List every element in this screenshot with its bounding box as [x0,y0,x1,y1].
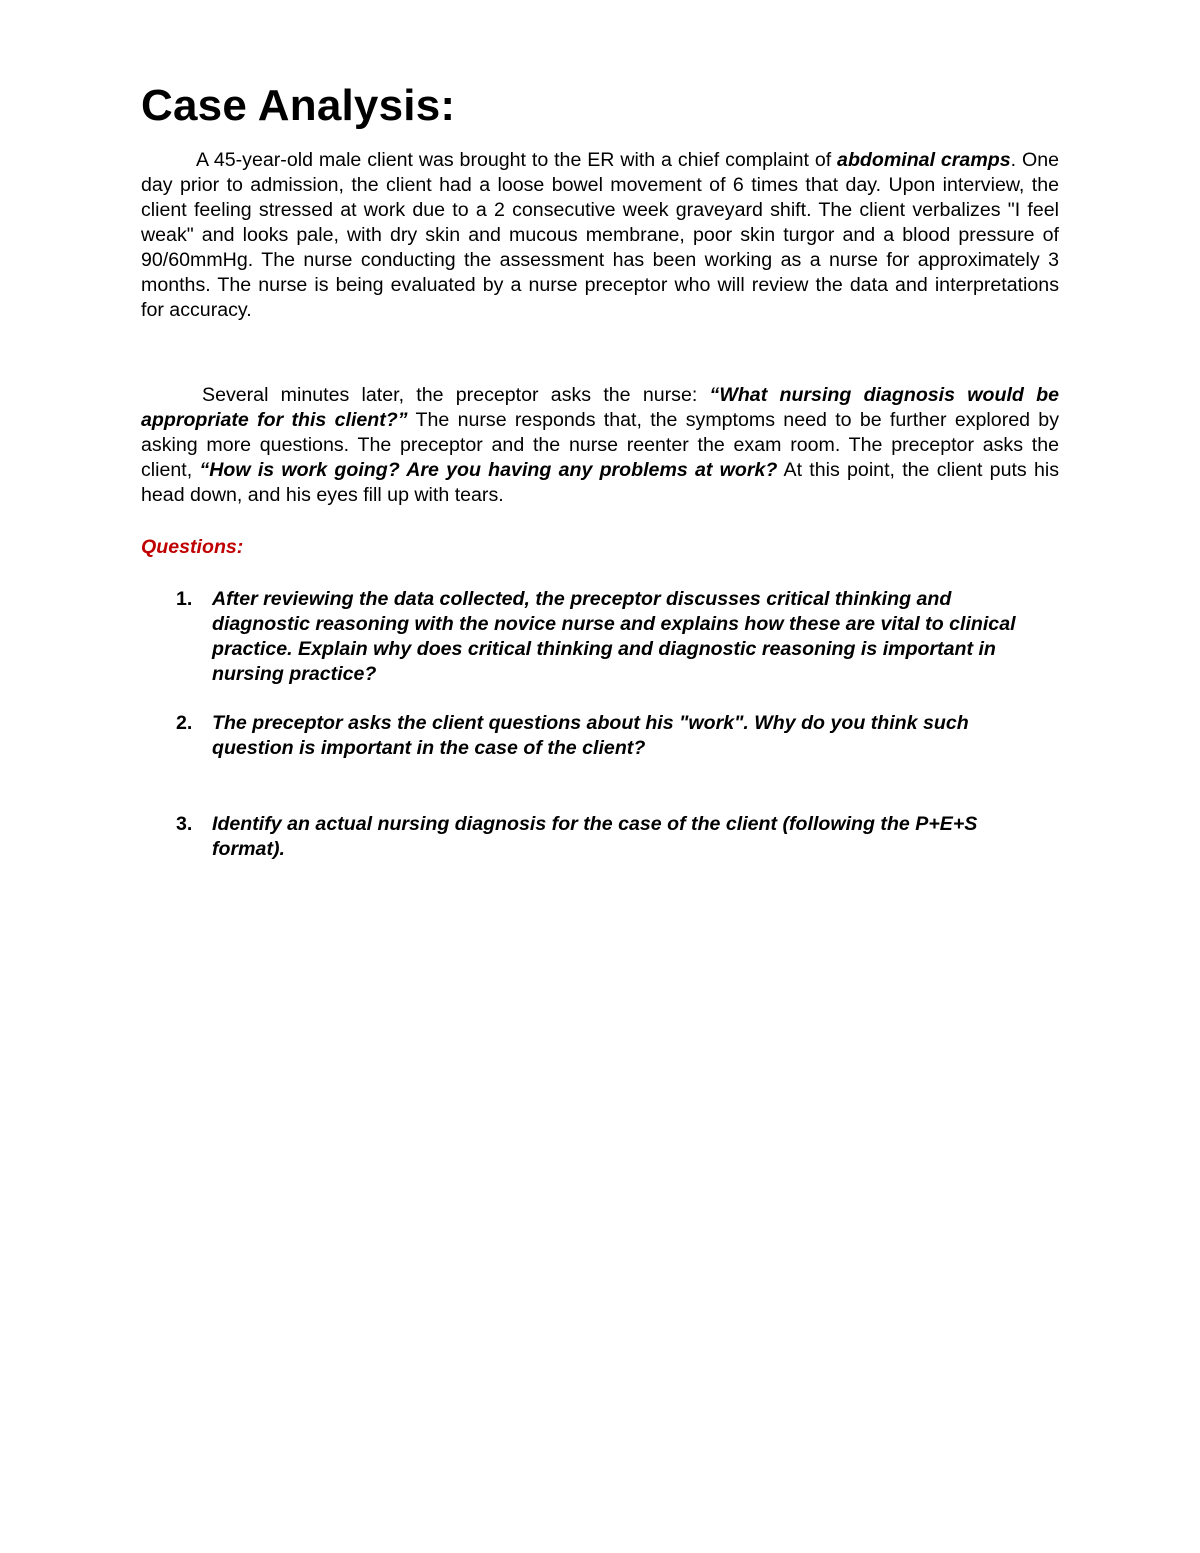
document-title: Case Analysis: [141,81,456,130]
questions-heading: Questions: [141,536,244,558]
case-text-1: A 45-year-old male client was brought to the ER with a chief complaint of [196,149,838,171]
question-item [141,587,1054,687]
preceptor-text-2: The nurse responds that, the symptoms need to be further explored by asking more questions. The preceptor and the nurse reenter the exam room. The preceptor asks the client, [141,409,1059,481]
preceptor-paragraph [141,383,1059,508]
question-text: The preceptor asks the client questions about his "work". Why do you think such question is important in the case of the client? [212,712,969,759]
preceptor-question-emphasis: “What nursing diagnosis would be appropriate for this client?” [141,384,1059,431]
case-paragraph [141,148,1059,323]
case-text-2: . One day prior to admission, the client had a loose bowel movement of 6 times that day. Upon interview, the client feeling stressed at work due to a 2 consecutive week graveyard shift. The client verbalizes "I feel weak" and looks pale, with dry skin and mucous membrane, poor skin turgor and a blood pressure of 90/60mmHg. The nurse conducting the assessment has been working as a nurse for approximately 3 months. The nurse is being evaluated by a nurse preceptor who will review the data and interpretations for accuracy. [141,149,1059,321]
questions-list [141,587,1059,862]
question-item [141,711,1054,761]
chief-complaint-emphasis: abdominal cramps [837,149,1011,171]
question-item [141,812,1054,862]
question-text: Identify an actual nursing diagnosis for the case of the client (following the P+E+S format). [212,813,978,860]
question-number: 3. [176,813,193,835]
question-text: After reviewing the data collected, the preceptor discusses critical thinking and diagnostic reasoning with the novice nurse and explains how these are vital to clinical practice. Explain why does critical thinking and diagnostic reasoning is important in nursing practice? [212,588,1016,685]
question-number: 1. [176,588,193,610]
document-page [141,78,1059,862]
preceptor-text-1: Several minutes later, the preceptor asks the nurse: [202,384,710,406]
preceptor-text-3: At this point, the client puts his head down, and his eyes fill up with tears. [141,459,1060,506]
question-number: 2. [176,712,193,734]
client-question-emphasis: “How is work going? Are you having any problems at work? [199,459,778,481]
